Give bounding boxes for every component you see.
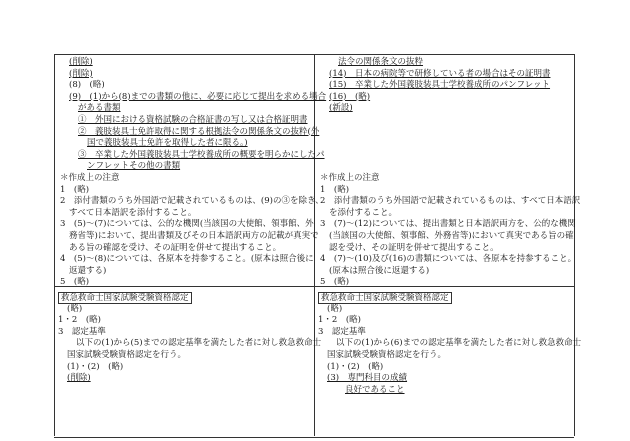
line-text: 4 (7)～(10)及び(16)の書類については、各原本を持参すること。 bbox=[320, 254, 577, 265]
line-text: 1・2 (略) bbox=[58, 315, 101, 326]
section-title: 救急救命士国家試験受験資格認定 bbox=[318, 292, 452, 304]
text-line bbox=[60, 185, 310, 197]
line-text: 国家試験受験資格認定を行う。 bbox=[327, 349, 447, 360]
text-line bbox=[58, 338, 322, 350]
line-text: (略) bbox=[67, 303, 83, 314]
line-text: (15) 卒業した外国義肢装具士学校養成所のパンフレット bbox=[329, 80, 551, 91]
line-text: 認を受け、その証明を併せて提出すること。 bbox=[329, 242, 499, 253]
text-line bbox=[60, 149, 325, 162]
line-text: 2 添付書類のうち外国語で記載されているものは、すべて日本語訳 bbox=[320, 196, 581, 207]
table-border-left bbox=[54, 54, 55, 436]
text-line bbox=[60, 208, 310, 220]
text-line bbox=[58, 327, 310, 339]
line-text: 務省等)において、提出書類及びその日本語訳両方の記載が真実で bbox=[69, 230, 319, 241]
line-text: 4 (5)～(8)については、各原本を持参すること。(原本は照合後に bbox=[60, 254, 314, 265]
line-text: (1)・(2) (略) bbox=[67, 361, 124, 372]
text-line bbox=[58, 350, 310, 362]
text-line bbox=[320, 80, 570, 92]
text-line bbox=[60, 115, 310, 127]
text-line bbox=[58, 304, 310, 316]
line-text: 以下の(1)から(5)までの認定基準を満たした者に対し救急救命士 bbox=[76, 338, 322, 349]
text-line bbox=[320, 161, 570, 173]
text-line bbox=[320, 127, 570, 139]
text-line bbox=[60, 173, 310, 185]
left-column-upper bbox=[60, 57, 327, 289]
line-text: ① 外国における資格試験の合格証書の写し又は合格証明書 bbox=[78, 114, 308, 125]
text-line bbox=[320, 266, 570, 278]
line-text: (削除) bbox=[69, 57, 93, 67]
line-text: を添付すること。 bbox=[329, 207, 398, 218]
text-line bbox=[60, 277, 310, 289]
text-line bbox=[318, 362, 570, 374]
text-line bbox=[318, 373, 570, 385]
section-title: 救急救命士国家試験受験資格認定 bbox=[58, 292, 192, 304]
line-text: 1 (略) bbox=[320, 184, 350, 195]
text-line bbox=[60, 138, 310, 150]
line-text: 3 認定基準 bbox=[318, 326, 366, 337]
text-line bbox=[320, 277, 570, 289]
line-text: (削除) bbox=[69, 68, 93, 79]
line-text: (14) 日本の病院等で研修している者の場合はその証明書 bbox=[329, 68, 551, 79]
text-line bbox=[60, 196, 324, 208]
text-line bbox=[320, 173, 570, 185]
left-column-lower bbox=[58, 292, 322, 385]
line-text: (8) (略) bbox=[69, 80, 105, 91]
text-line bbox=[60, 161, 310, 173]
text-line bbox=[60, 91, 327, 104]
text-line bbox=[320, 69, 570, 81]
line-text: 3 認定基準 bbox=[58, 326, 106, 337]
text-line bbox=[320, 103, 570, 115]
line-text: (3) 専門科目の成績 bbox=[327, 373, 408, 384]
line-text: ある旨の確認を受け、その証明を併せて提出すること。 bbox=[69, 242, 282, 253]
line-text: 3 (7)～(12)については、提出書類と日本語訳両方を、公的な機関 bbox=[320, 219, 576, 230]
text-line bbox=[320, 230, 574, 243]
text-line bbox=[320, 185, 570, 197]
text-line bbox=[318, 315, 570, 327]
line-text: 3 (5)～(7)については、公的な機関(当該国の大使館、領事館、外 bbox=[60, 219, 314, 230]
line-text: (略) bbox=[327, 303, 343, 314]
line-text: 以下の(1)から(6)までの認定基準を満たした者に対し救急救命士 bbox=[336, 338, 582, 349]
text-line bbox=[58, 362, 310, 374]
line-text: 2 添付書類のうち外国語で記載されているものは、(9)の③を除き、 bbox=[60, 196, 324, 207]
text-line bbox=[320, 115, 570, 127]
text-line bbox=[60, 254, 314, 266]
line-text: すべて日本語訳を添付すること。 bbox=[69, 207, 197, 218]
line-text: 1・2 (略) bbox=[318, 315, 361, 326]
line-text: ＊作成上の注意 bbox=[60, 172, 120, 183]
text-line bbox=[58, 373, 310, 385]
text-line bbox=[318, 338, 582, 350]
table-border-right bbox=[574, 54, 575, 436]
right-column-lower bbox=[318, 292, 582, 396]
text-line bbox=[320, 254, 577, 266]
line-text: ② 義肢装具士免許取得に関する根拠法令の関係条文の抜粋(外 bbox=[78, 126, 320, 137]
text-line bbox=[320, 138, 570, 150]
text-line bbox=[60, 126, 320, 139]
text-line bbox=[320, 219, 576, 231]
text-line bbox=[320, 243, 570, 255]
line-text: (9) (1)から(8)までの書類の他に、必要に応じて提出を求める場合 bbox=[69, 91, 327, 102]
text-line bbox=[320, 196, 581, 208]
text-line bbox=[318, 304, 570, 316]
column-divider bbox=[314, 54, 315, 436]
line-text: (当該国の大使館、領事館、外務省等)において真実である旨の確 bbox=[329, 230, 574, 241]
line-text: (削除) bbox=[67, 373, 91, 384]
text-line bbox=[320, 150, 570, 162]
line-text: (1)・(2) (略) bbox=[327, 361, 384, 372]
text-line bbox=[58, 315, 310, 327]
line-text: 5 (略) bbox=[320, 277, 350, 288]
line-text: (16) (略) bbox=[329, 91, 371, 102]
text-line bbox=[320, 92, 570, 104]
line-text: (原本は照合後に返還する) bbox=[329, 265, 430, 276]
text-line bbox=[60, 80, 310, 92]
line-text: ンフレットその他の書類 bbox=[87, 161, 181, 172]
line-text: 良好であること bbox=[345, 384, 405, 395]
text-line bbox=[320, 57, 570, 69]
line-text: 1 (略) bbox=[60, 184, 90, 195]
line-text: ③ 卒業した外国義肢装具士学校養成所の概要を明らかにしたパ bbox=[78, 149, 325, 160]
line-text: がある書類 bbox=[78, 103, 121, 114]
line-text: 国で義肢装具士免許を取得した者に限る。) bbox=[87, 138, 248, 149]
line-text: 国家試験受験資格認定を行う。 bbox=[67, 349, 187, 360]
text-line bbox=[60, 69, 310, 81]
right-column-upper bbox=[320, 57, 581, 289]
line-text: 返還する) bbox=[69, 265, 107, 276]
line-text: 法令の関係条文の抜粋 bbox=[338, 57, 424, 67]
text-line bbox=[60, 266, 310, 278]
text-line bbox=[318, 385, 570, 397]
text-line bbox=[318, 327, 570, 339]
line-text: ＊作成上の注意 bbox=[320, 172, 380, 183]
text-line bbox=[320, 208, 570, 220]
text-line bbox=[60, 230, 319, 243]
text-line bbox=[60, 219, 314, 231]
line-text: 5 (略) bbox=[60, 277, 90, 288]
text-line bbox=[60, 57, 310, 69]
text-line bbox=[60, 103, 310, 115]
text-line bbox=[318, 350, 570, 362]
line-text: (新設) bbox=[329, 103, 353, 114]
text-line bbox=[60, 243, 310, 255]
